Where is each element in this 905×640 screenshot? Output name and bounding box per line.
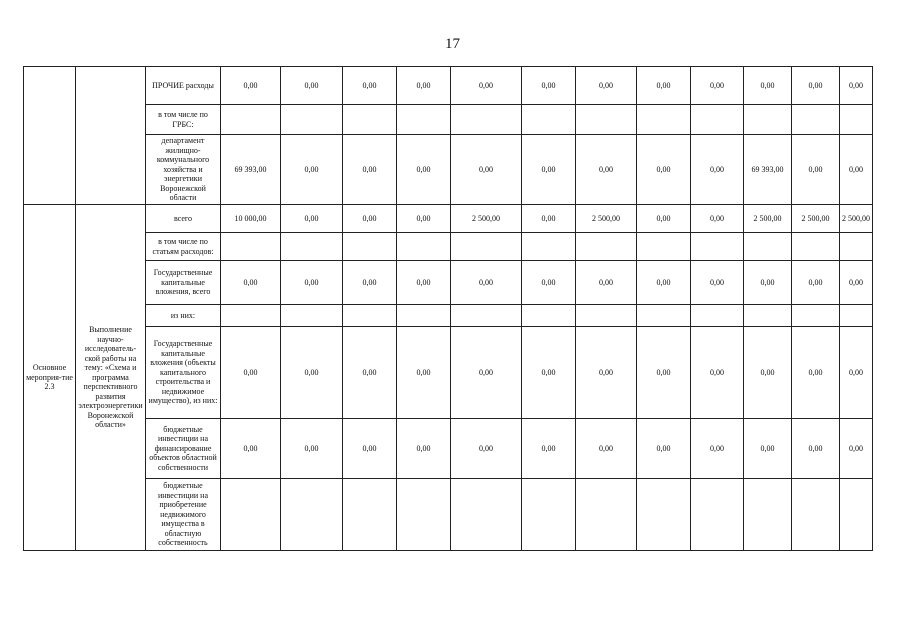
value-cell: 0,00 xyxy=(343,327,397,419)
budget-table xyxy=(23,66,873,551)
row-label: всего xyxy=(146,205,221,233)
value-cell: 0,00 xyxy=(744,67,792,105)
value-cell: 0,00 xyxy=(343,205,397,233)
value-cell: 0,00 xyxy=(637,261,691,305)
value-cell: 2 500,00 xyxy=(792,205,840,233)
row-label: из них: xyxy=(146,305,221,327)
value-cell: 0,00 xyxy=(221,261,281,305)
activity-description: Выполнение научно-исследователь-ской работы на тему: «Схема и программа перспективного развития электроэнергетики Воронежской области» xyxy=(76,205,146,551)
value-cell: 10 000,00 xyxy=(221,205,281,233)
value-cell xyxy=(792,305,840,327)
value-cell: 0,00 xyxy=(792,419,840,479)
value-cell xyxy=(221,233,281,261)
value-cell xyxy=(397,233,451,261)
value-cell xyxy=(221,105,281,135)
value-cell xyxy=(281,105,343,135)
value-cell xyxy=(744,105,792,135)
table-row xyxy=(24,67,873,105)
value-cell: 69 393,00 xyxy=(744,135,792,205)
row-label: департамент жилищно-коммунального хозяйства и энергетики Воронежской области xyxy=(146,135,221,205)
table-row xyxy=(24,105,873,135)
value-cell: 0,00 xyxy=(451,419,522,479)
row-label: ПРОЧИЕ расходы xyxy=(146,67,221,105)
value-cell xyxy=(522,233,576,261)
value-cell: 0,00 xyxy=(397,261,451,305)
value-cell: 0,00 xyxy=(397,419,451,479)
value-cell: 0,00 xyxy=(691,419,744,479)
table-row xyxy=(24,261,873,305)
value-cell: 0,00 xyxy=(637,135,691,205)
value-cell: 0,00 xyxy=(691,135,744,205)
table-row xyxy=(24,305,873,327)
value-cell: 0,00 xyxy=(744,261,792,305)
value-cell xyxy=(451,305,522,327)
row-label: бюджетные инвестиции на финансирование объектов областной собственности xyxy=(146,419,221,479)
value-cell xyxy=(576,105,637,135)
value-cell: 0,00 xyxy=(576,327,637,419)
value-cell: 0,00 xyxy=(840,419,873,479)
value-cell xyxy=(840,479,873,551)
row-label: бюджетные инвестиции на приобретение недвижимого имущества в областную собственность xyxy=(146,479,221,551)
table-row xyxy=(24,327,873,419)
value-cell: 0,00 xyxy=(744,327,792,419)
value-cell xyxy=(792,105,840,135)
value-cell xyxy=(522,479,576,551)
value-cell: 0,00 xyxy=(522,327,576,419)
value-cell: 0,00 xyxy=(744,419,792,479)
value-cell: 0,00 xyxy=(281,205,343,233)
value-cell: 2 500,00 xyxy=(576,205,637,233)
value-cell: 0,00 xyxy=(221,67,281,105)
row-label: в том числе по статьям расходов: xyxy=(146,233,221,261)
value-cell xyxy=(792,233,840,261)
value-cell: 0,00 xyxy=(792,261,840,305)
value-cell xyxy=(281,305,343,327)
value-cell xyxy=(691,233,744,261)
value-cell xyxy=(397,479,451,551)
value-cell xyxy=(451,105,522,135)
value-cell: 0,00 xyxy=(397,135,451,205)
value-cell: 0,00 xyxy=(343,135,397,205)
table-row xyxy=(24,419,873,479)
value-cell: 0,00 xyxy=(691,327,744,419)
value-cell xyxy=(522,305,576,327)
value-cell: 69 393,00 xyxy=(221,135,281,205)
value-cell: 0,00 xyxy=(691,261,744,305)
value-cell: 0,00 xyxy=(840,67,873,105)
value-cell: 0,00 xyxy=(522,419,576,479)
value-cell: 0,00 xyxy=(451,327,522,419)
value-cell xyxy=(576,305,637,327)
value-cell xyxy=(576,233,637,261)
value-cell: 0,00 xyxy=(840,327,873,419)
value-cell: 0,00 xyxy=(522,135,576,205)
value-cell: 0,00 xyxy=(637,419,691,479)
value-cell xyxy=(637,479,691,551)
value-cell: 0,00 xyxy=(451,261,522,305)
value-cell: 0,00 xyxy=(522,67,576,105)
value-cell xyxy=(221,305,281,327)
value-cell xyxy=(744,479,792,551)
value-cell: 0,00 xyxy=(576,261,637,305)
value-cell: 0,00 xyxy=(451,67,522,105)
value-cell xyxy=(744,305,792,327)
value-cell xyxy=(343,233,397,261)
value-cell: 0,00 xyxy=(691,67,744,105)
value-cell xyxy=(343,305,397,327)
value-cell: 0,00 xyxy=(576,67,637,105)
row-label: Государственные капитальные вложения (объекты капитального строительства и недвижимое имущество), из них: xyxy=(146,327,221,419)
value-cell xyxy=(281,233,343,261)
value-cell: 0,00 xyxy=(397,327,451,419)
value-cell xyxy=(840,233,873,261)
value-cell: 0,00 xyxy=(637,327,691,419)
value-cell xyxy=(522,105,576,135)
value-cell: 0,00 xyxy=(451,135,522,205)
value-cell xyxy=(221,479,281,551)
value-cell: 0,00 xyxy=(221,327,281,419)
row-label: Государственные капитальные вложения, всего xyxy=(146,261,221,305)
value-cell: 0,00 xyxy=(637,67,691,105)
activity-cell-blank xyxy=(24,67,76,205)
value-cell: 0,00 xyxy=(576,419,637,479)
value-cell: 0,00 xyxy=(792,327,840,419)
value-cell xyxy=(637,305,691,327)
value-cell: 0,00 xyxy=(522,205,576,233)
value-cell: 0,00 xyxy=(343,67,397,105)
value-cell: 0,00 xyxy=(281,419,343,479)
value-cell: 2 500,00 xyxy=(451,205,522,233)
value-cell xyxy=(691,305,744,327)
value-cell: 0,00 xyxy=(840,135,873,205)
value-cell: 0,00 xyxy=(576,135,637,205)
value-cell xyxy=(397,305,451,327)
value-cell: 0,00 xyxy=(397,205,451,233)
value-cell xyxy=(397,105,451,135)
value-cell xyxy=(691,479,744,551)
value-cell: 0,00 xyxy=(281,261,343,305)
value-cell xyxy=(840,105,873,135)
value-cell: 0,00 xyxy=(221,419,281,479)
value-cell xyxy=(343,479,397,551)
value-cell xyxy=(840,305,873,327)
value-cell: 0,00 xyxy=(691,205,744,233)
value-cell xyxy=(792,479,840,551)
value-cell: 0,00 xyxy=(281,135,343,205)
activity-name: Основное мероприя-тие 2.3 xyxy=(24,205,76,551)
table-row xyxy=(24,205,873,233)
value-cell: 2 500,00 xyxy=(840,205,873,233)
value-cell xyxy=(576,479,637,551)
value-cell: 0,00 xyxy=(343,419,397,479)
table-row xyxy=(24,135,873,205)
value-cell: 0,00 xyxy=(281,67,343,105)
value-cell xyxy=(637,233,691,261)
value-cell: 2 500,00 xyxy=(744,205,792,233)
value-cell: 0,00 xyxy=(397,67,451,105)
row-label: в том числе по ГРБС: xyxy=(146,105,221,135)
value-cell: 0,00 xyxy=(840,261,873,305)
value-cell: 0,00 xyxy=(522,261,576,305)
value-cell xyxy=(744,233,792,261)
value-cell: 0,00 xyxy=(792,67,840,105)
page-number: 17 xyxy=(445,36,460,52)
value-cell xyxy=(451,479,522,551)
value-cell: 0,00 xyxy=(792,135,840,205)
value-cell xyxy=(637,105,691,135)
value-cell: 0,00 xyxy=(637,205,691,233)
table-row xyxy=(24,479,873,551)
value-cell xyxy=(343,105,397,135)
value-cell xyxy=(691,105,744,135)
value-cell: 0,00 xyxy=(281,327,343,419)
value-cell xyxy=(281,479,343,551)
value-cell: 0,00 xyxy=(343,261,397,305)
value-cell xyxy=(451,233,522,261)
description-cell-blank xyxy=(76,67,146,205)
table-row xyxy=(24,233,873,261)
